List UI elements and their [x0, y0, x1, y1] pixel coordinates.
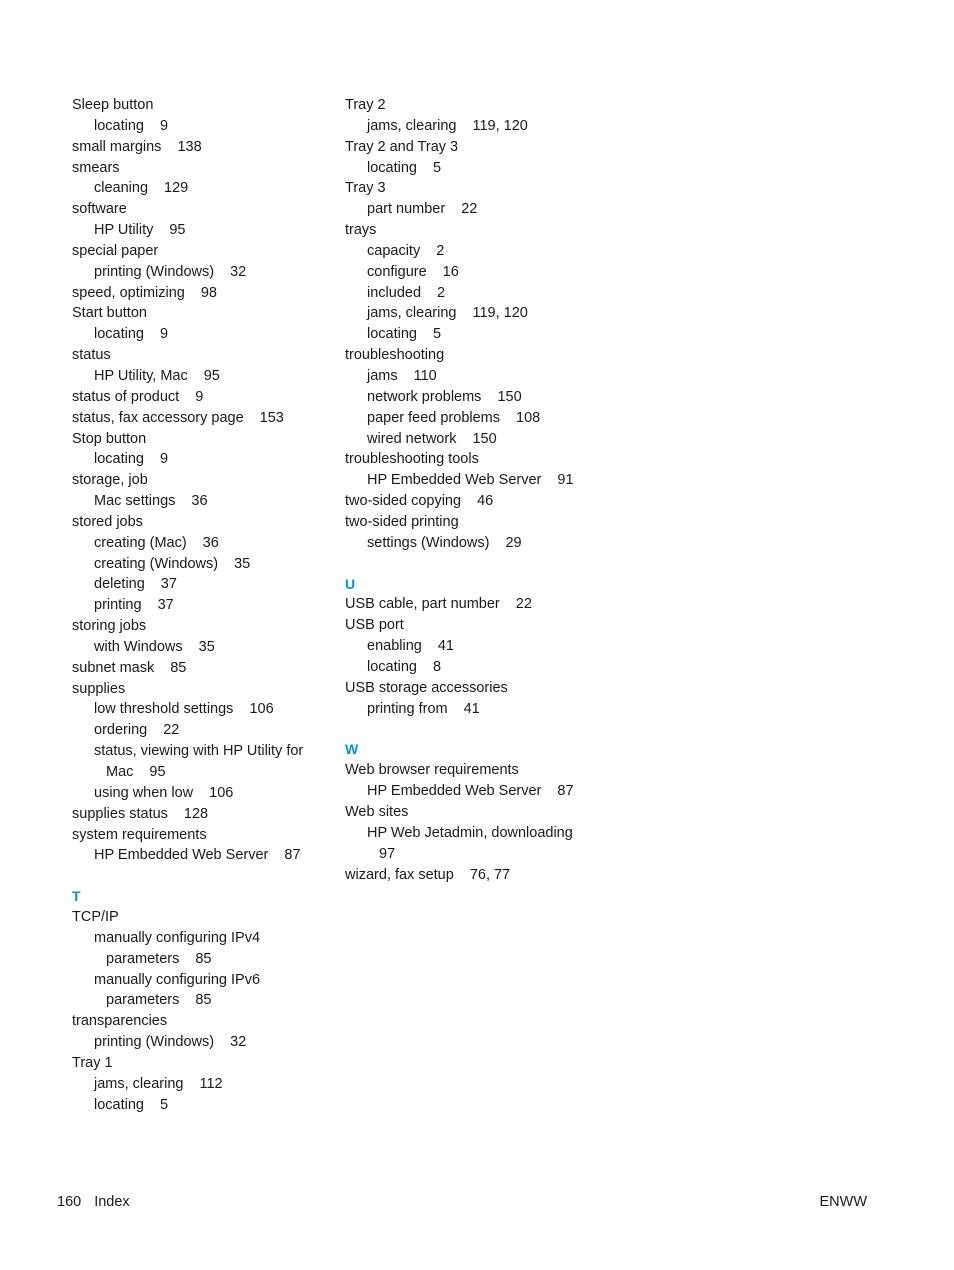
index-entry [72, 1074, 332, 1095]
index-entry-term: using when low [94, 784, 194, 801]
index-entry-term: wired network [367, 430, 457, 447]
index-entry-term: manually configuring IPv6 [94, 971, 261, 988]
index-entry [72, 512, 332, 533]
index-entry [345, 699, 605, 720]
index-entry [72, 720, 332, 741]
index-entry-page-link[interactable]: 85 [195, 992, 212, 1009]
index-entry-term: printing (Windows) [94, 1034, 215, 1051]
index-entry [72, 637, 332, 658]
index-entry [72, 845, 332, 866]
index-entry-page-link[interactable]: 95 [203, 367, 220, 384]
index-entry-term: locating [367, 326, 417, 343]
index-entry [72, 699, 332, 720]
index-entry-term: status of product [72, 388, 180, 405]
index-entry-page-link[interactable]: 36 [202, 534, 219, 551]
index-entry-term: printing (Windows) [94, 263, 215, 280]
footer-section-title: Index [94, 1194, 130, 1210]
index-entry [72, 616, 332, 637]
index-entry-term: status, fax accessory page [72, 409, 244, 426]
index-entry [345, 408, 605, 429]
index-entry-page-link[interactable]: 5 [432, 326, 442, 343]
footer-page-number: 160 [57, 1194, 82, 1210]
index-entry [72, 679, 332, 700]
index-entry-term: troubleshooting [345, 347, 445, 364]
index-entry [72, 283, 332, 304]
index-entry-page-link[interactable]: 35 [234, 555, 251, 572]
index-entry-term: smears [72, 159, 120, 176]
index-entry-page-link[interactable]: 150 [472, 430, 497, 447]
index-entry [72, 783, 332, 804]
index-entry-term: Mac settings [94, 493, 176, 510]
index-entry-page-link[interactable]: 2 [437, 284, 446, 301]
index-entry [345, 678, 605, 699]
index-entry-page-link[interactable]: 98 [200, 284, 217, 301]
index-entry-term: USB port [345, 617, 404, 634]
index-entry-term: Web browser requirements [345, 762, 519, 779]
index-entry [72, 825, 332, 846]
index-entry-term: speed, optimizing [72, 284, 185, 301]
index-entry [345, 470, 605, 491]
index-entry [345, 241, 605, 262]
index-entry-term: trays [345, 222, 377, 239]
index-entry [345, 178, 605, 199]
index-entry [345, 844, 605, 865]
index-entry [72, 158, 332, 179]
index-entry-term: included [367, 284, 422, 301]
index-entry [72, 408, 332, 429]
index-entry [345, 657, 605, 678]
index-entry-page-link[interactable]: 29 [505, 534, 522, 551]
page-footer [57, 1191, 867, 1213]
index-entry [72, 95, 332, 116]
index-letter-heading: U [345, 575, 356, 592]
index-entry-term: troubleshooting tools [345, 451, 479, 468]
index-entry-page-link[interactable]: 9 [159, 326, 169, 343]
index-entry [72, 554, 332, 575]
index-column-left [72, 95, 332, 1116]
index-entry-term: transparencies [72, 1013, 168, 1030]
index-entry-term: printing from [367, 700, 448, 717]
index-entry [72, 199, 332, 220]
index-entry [72, 116, 332, 137]
index-entry-page-link[interactable]: 138 [177, 138, 202, 155]
footer-left [57, 1191, 130, 1213]
index-entry-term: software [72, 201, 127, 218]
index-entry [72, 804, 332, 825]
index-entry [345, 199, 605, 220]
index-entry [72, 928, 332, 949]
index-entry-page-link[interactable]: 110 [413, 367, 437, 384]
index-entry-term: HP Utility [94, 222, 154, 239]
index-entry-page-link[interactable]: 106 [209, 784, 234, 801]
index-entry [72, 449, 332, 470]
index-entry-page-link[interactable]: 22 [163, 722, 180, 739]
index-entry [72, 220, 332, 241]
index-entry [72, 137, 332, 158]
index-entry [72, 491, 332, 512]
index-entry-page-link[interactable]: 119, 120 [472, 305, 528, 322]
index-entry [345, 137, 605, 158]
index-entry [72, 429, 332, 450]
index-entry-page-link[interactable]: 87 [284, 847, 301, 864]
index-entry-page-link[interactable]: 128 [183, 805, 209, 822]
index-entry [72, 345, 332, 366]
index-entry-term: HP Embedded Web Server [367, 472, 542, 489]
index-entry-term: HP Embedded Web Server [367, 783, 542, 800]
index-entry [345, 781, 605, 802]
index-entry-term: part number [367, 201, 446, 218]
index-entry-page-link[interactable]: 32 [230, 1034, 247, 1051]
index-entry-term: USB cable, part number [345, 596, 500, 613]
index-entry-term: locating [367, 159, 417, 176]
index-entry [345, 324, 605, 345]
index-entry [345, 491, 605, 512]
index-entry [345, 95, 605, 116]
index-entry [72, 949, 332, 970]
index-entry [345, 760, 605, 781]
index-entry-term: with Windows [94, 638, 183, 655]
index-entry [72, 595, 332, 616]
index-entry [345, 636, 605, 657]
index-entry-term: Web sites [345, 804, 409, 820]
index-entry [72, 241, 332, 262]
index-entry-page-link[interactable]: 87 [557, 783, 574, 800]
index-entry-page-link[interactable]: 2 [436, 242, 445, 259]
index-entry [72, 470, 332, 491]
index-entry [72, 762, 332, 783]
index-entry-page-link[interactable]: 41 [437, 638, 454, 655]
index-entry-term: two-sided copying [345, 493, 462, 510]
index-entry [72, 324, 332, 345]
index-entry-page-link[interactable]: 9 [195, 388, 204, 405]
index-entry [72, 990, 332, 1011]
index-entry-page-link[interactable]: 108 [516, 409, 541, 426]
index-entry [345, 262, 605, 283]
index-entry-term: jams, clearing [367, 117, 457, 134]
index-entry-page-link[interactable]: 95 [169, 222, 186, 239]
index-entry-term: settings (Windows) [367, 534, 490, 551]
index-entry-term: parameters [106, 992, 180, 1009]
index-entry-page-link[interactable]: 119, 120 [472, 117, 528, 134]
index-entry [72, 387, 332, 408]
index-entry-term: TCP/IP [72, 909, 119, 926]
index-entry [72, 1032, 332, 1053]
index-letter-heading: T [72, 888, 81, 905]
index-entry-page-link[interactable]: 8 [432, 658, 442, 675]
index-entry-page-link[interactable]: 36 [191, 493, 208, 510]
index-entry-term: Start button [72, 305, 147, 322]
index-entry-page-link[interactable]: 91 [557, 472, 574, 489]
index-entry-page-link[interactable]: 16 [442, 263, 459, 280]
index-entry-term: supplies [72, 680, 126, 697]
index-entry-page-link[interactable]: 76, 77 [469, 866, 511, 883]
index-entry-page-link[interactable]: 106 [249, 701, 274, 718]
index-entry-term: Tray 3 [345, 180, 386, 197]
index-entry-page-link[interactable]: 112 [199, 1075, 223, 1092]
index-entry-term: locating [94, 326, 144, 343]
index-entry [345, 865, 605, 886]
index-entry-term: locating [94, 117, 144, 134]
index-entry [345, 615, 605, 636]
index-entry [72, 178, 332, 199]
index-entry-term: stored jobs [72, 513, 143, 530]
index-entry-term: creating (Windows) [94, 555, 219, 572]
index-entry [345, 823, 605, 844]
index-entry-term: jams [367, 367, 398, 384]
index-entry [345, 512, 605, 533]
index-entry-term: capacity [367, 242, 421, 259]
index-entry [72, 658, 332, 679]
index-entry-page-link[interactable]: 35 [198, 638, 215, 655]
index-entry-page-link[interactable]: 9 [159, 117, 169, 134]
index-entry-term: USB storage accessories [345, 679, 508, 696]
index-entry [345, 303, 605, 324]
index-entry [345, 802, 605, 823]
index-entry-term: Tray 1 [72, 1054, 113, 1071]
index-entry [345, 220, 605, 241]
index-entry-page-link[interactable]: 37 [160, 576, 177, 593]
index-entry [72, 574, 332, 595]
index-entry [72, 366, 332, 387]
index-entry-term: 97 [379, 845, 396, 862]
index-entry-term: Tray 2 [345, 97, 386, 113]
index-entry-term: printing [94, 597, 142, 614]
index-entry-term: low threshold settings [94, 701, 234, 718]
index-entry-term: HP Web Jetadmin, downloading [367, 824, 573, 841]
index-entry [72, 741, 332, 762]
index-entry [345, 429, 605, 450]
index-entry-term: system requirements [72, 826, 207, 843]
index-column-right [345, 95, 605, 885]
index-entry-term: two-sided printing [345, 513, 459, 530]
index-entry-term: HP Embedded Web Server [94, 847, 269, 864]
index-entry-term: creating (Mac) [94, 534, 187, 551]
index-entry [72, 1095, 332, 1116]
index-entry-page-link[interactable]: 9 [159, 451, 169, 468]
index-entry-term: HP Utility, Mac [94, 367, 188, 384]
index-entry-page-link[interactable]: 32 [230, 263, 247, 280]
index-entry [345, 594, 605, 615]
index-entry [72, 970, 332, 991]
index-entry-page-link[interactable]: 22 [461, 201, 478, 218]
index-entry-term: status, viewing with HP Utility for [94, 743, 304, 760]
index-entry-page-link[interactable]: 46 [477, 493, 494, 510]
index-entry-term: Tray 2 and Tray 3 [345, 138, 459, 155]
index-entry-term: ordering [94, 722, 148, 739]
index-entry-page-link[interactable]: 37 [157, 597, 174, 614]
index-entry-term: locating [94, 1096, 144, 1113]
index-entry-term: locating [367, 658, 417, 675]
index-entry-term: locating [94, 451, 144, 468]
index-entry [345, 449, 605, 470]
index-entry-page-link[interactable]: 22 [515, 596, 532, 613]
index-entry [72, 533, 332, 554]
index-entry-page-link[interactable]: 85 [170, 659, 187, 676]
index-entry [345, 366, 605, 387]
index-entry-page-link[interactable]: 95 [149, 764, 166, 780]
index-entry-term: storage, job [72, 472, 148, 489]
index-entry-page-link[interactable]: 153 [259, 409, 284, 426]
index-entry-term: supplies status [72, 805, 168, 822]
index-entry-term: manually configuring IPv4 [94, 929, 261, 946]
index-entry-term: configure [367, 263, 427, 280]
index-entry [345, 533, 605, 554]
index-entry-term: Mac [106, 764, 134, 780]
index-entry [72, 262, 332, 283]
index-entry-term: small margins [72, 138, 162, 155]
index-entry [72, 1053, 332, 1074]
index-entry-term: jams, clearing [94, 1075, 184, 1092]
index-entry [345, 158, 605, 179]
index-entry [72, 303, 332, 324]
index-entry-term: enabling [367, 638, 422, 655]
index-entry-term: cleaning [94, 180, 149, 197]
index-entry-term: Sleep button [72, 97, 154, 113]
index-entry-term: deleting [94, 576, 145, 593]
index-entry-page-link[interactable]: 5 [159, 1096, 169, 1113]
index-entry-page-link[interactable]: 129 [164, 180, 189, 197]
index-entry-page-link[interactable]: 150 [497, 388, 522, 405]
index-entry-term: Stop button [72, 430, 147, 447]
index-entry-term: jams, clearing [367, 305, 457, 322]
index-entry-term: special paper [72, 242, 159, 259]
index-entry-term: status [72, 347, 111, 364]
index-entry [72, 907, 332, 928]
index-letter-heading: W [345, 741, 359, 758]
index-entry-page-link[interactable]: 85 [195, 950, 212, 967]
index-entry [72, 1011, 332, 1032]
index-entry-term: subnet mask [72, 659, 155, 676]
index-entry [345, 345, 605, 366]
index-entry-term: network problems [367, 388, 482, 405]
index-entry-page-link[interactable]: 5 [432, 159, 442, 176]
index-entry [345, 283, 605, 304]
index-entry [345, 387, 605, 408]
index-entry-page-link[interactable]: 41 [463, 700, 480, 717]
index-entry-term: wizard, fax setup [345, 866, 454, 883]
index-entry-term: storing jobs [72, 618, 147, 635]
index-entry-term: paper feed problems [367, 409, 500, 426]
index-entry [345, 116, 605, 137]
footer-doc-code: ENWW [819, 1194, 867, 1210]
index-entry-term: parameters [106, 950, 180, 967]
